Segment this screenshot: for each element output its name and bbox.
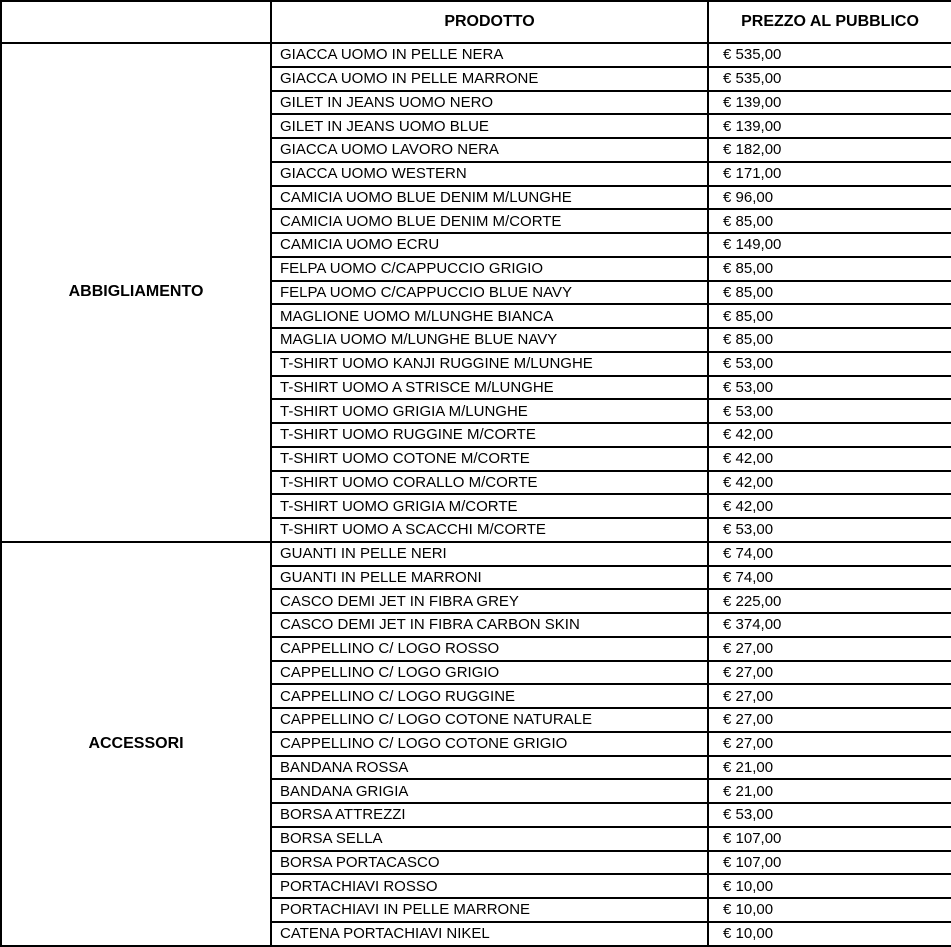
price-cell: € 85,00 bbox=[708, 257, 951, 281]
price-cell: € 42,00 bbox=[708, 471, 951, 495]
product-cell: GUANTI IN PELLE NERI bbox=[271, 542, 708, 566]
product-cell: PORTACHIAVI ROSSO bbox=[271, 874, 708, 898]
price-cell: € 42,00 bbox=[708, 423, 951, 447]
price-cell: € 27,00 bbox=[708, 684, 951, 708]
price-cell: € 53,00 bbox=[708, 518, 951, 542]
product-cell: CAMICIA UOMO BLUE DENIM M/LUNGHE bbox=[271, 186, 708, 210]
price-cell: € 53,00 bbox=[708, 803, 951, 827]
product-cell: GIACCA UOMO WESTERN bbox=[271, 162, 708, 186]
price-cell: € 182,00 bbox=[708, 138, 951, 162]
product-cell: BORSA ATTREZZI bbox=[271, 803, 708, 827]
product-cell: CATENA PORTACHIAVI NIKEL bbox=[271, 922, 708, 946]
category-cell: ACCESSORI bbox=[1, 542, 271, 946]
price-cell: € 85,00 bbox=[708, 328, 951, 352]
product-cell: CAPPELLINO C/ LOGO GRIGIO bbox=[271, 661, 708, 685]
price-cell: € 21,00 bbox=[708, 779, 951, 803]
price-cell: € 374,00 bbox=[708, 613, 951, 637]
price-cell: € 149,00 bbox=[708, 233, 951, 257]
price-cell: € 74,00 bbox=[708, 542, 951, 566]
product-cell: BANDANA ROSSA bbox=[271, 756, 708, 780]
product-cell: FELPA UOMO C/CAPPUCCIO GRIGIO bbox=[271, 257, 708, 281]
product-cell: GILET IN JEANS UOMO NERO bbox=[271, 91, 708, 115]
price-column-header: PREZZO AL PUBBLICO bbox=[708, 1, 951, 43]
product-cell: GIACCA UOMO LAVORO NERA bbox=[271, 138, 708, 162]
category-cell: ABBIGLIAMENTO bbox=[1, 43, 271, 542]
price-cell: € 10,00 bbox=[708, 898, 951, 922]
product-cell: CAPPELLINO C/ LOGO ROSSO bbox=[271, 637, 708, 661]
price-cell: € 535,00 bbox=[708, 67, 951, 91]
price-cell: € 139,00 bbox=[708, 114, 951, 138]
product-cell: BORSA SELLA bbox=[271, 827, 708, 851]
product-cell: CAPPELLINO C/ LOGO COTONE NATURALE bbox=[271, 708, 708, 732]
price-cell: € 27,00 bbox=[708, 637, 951, 661]
table-row bbox=[1, 43, 951, 67]
header-row bbox=[1, 1, 951, 43]
price-cell: € 27,00 bbox=[708, 732, 951, 756]
price-cell: € 107,00 bbox=[708, 851, 951, 875]
product-cell: CAPPELLINO C/ LOGO RUGGINE bbox=[271, 684, 708, 708]
product-cell: T-SHIRT UOMO GRIGIA M/CORTE bbox=[271, 494, 708, 518]
price-cell: € 96,00 bbox=[708, 186, 951, 210]
price-cell: € 21,00 bbox=[708, 756, 951, 780]
price-cell: € 107,00 bbox=[708, 827, 951, 851]
price-cell: € 74,00 bbox=[708, 566, 951, 590]
product-cell: BANDANA GRIGIA bbox=[271, 779, 708, 803]
product-cell: CASCO DEMI JET IN FIBRA CARBON SKIN bbox=[271, 613, 708, 637]
product-cell: CAPPELLINO C/ LOGO COTONE GRIGIO bbox=[271, 732, 708, 756]
price-cell: € 53,00 bbox=[708, 352, 951, 376]
product-cell: GIACCA UOMO IN PELLE MARRONE bbox=[271, 67, 708, 91]
price-cell: € 85,00 bbox=[708, 209, 951, 233]
product-cell: T-SHIRT UOMO GRIGIA M/LUNGHE bbox=[271, 399, 708, 423]
price-cell: € 42,00 bbox=[708, 494, 951, 518]
price-cell: € 85,00 bbox=[708, 281, 951, 305]
product-cell: CASCO DEMI JET IN FIBRA GREY bbox=[271, 589, 708, 613]
product-cell: MAGLIONE UOMO M/LUNGHE BIANCA bbox=[271, 304, 708, 328]
product-cell: T-SHIRT UOMO CORALLO M/CORTE bbox=[271, 471, 708, 495]
product-cell: GIACCA UOMO IN PELLE NERA bbox=[271, 43, 708, 67]
product-cell: FELPA UOMO C/CAPPUCCIO BLUE NAVY bbox=[271, 281, 708, 305]
product-column-header: PRODOTTO bbox=[271, 1, 708, 43]
price-cell: € 139,00 bbox=[708, 91, 951, 115]
product-cell: T-SHIRT UOMO KANJI RUGGINE M/LUNGHE bbox=[271, 352, 708, 376]
price-cell: € 171,00 bbox=[708, 162, 951, 186]
price-cell: € 53,00 bbox=[708, 376, 951, 400]
product-cell: T-SHIRT UOMO RUGGINE M/CORTE bbox=[271, 423, 708, 447]
product-cell: T-SHIRT UOMO A STRISCE M/LUNGHE bbox=[271, 376, 708, 400]
table-row bbox=[1, 542, 951, 566]
product-cell: CAMICIA UOMO BLUE DENIM M/CORTE bbox=[271, 209, 708, 233]
price-cell: € 53,00 bbox=[708, 399, 951, 423]
product-cell: T-SHIRT UOMO A SCACCHI M/CORTE bbox=[271, 518, 708, 542]
price-cell: € 10,00 bbox=[708, 922, 951, 946]
price-cell: € 42,00 bbox=[708, 447, 951, 471]
price-cell: € 535,00 bbox=[708, 43, 951, 67]
price-cell: € 85,00 bbox=[708, 304, 951, 328]
product-cell: GUANTI IN PELLE MARRONI bbox=[271, 566, 708, 590]
product-cell: CAMICIA UOMO ECRU bbox=[271, 233, 708, 257]
price-cell: € 10,00 bbox=[708, 874, 951, 898]
product-cell: T-SHIRT UOMO COTONE M/CORTE bbox=[271, 447, 708, 471]
price-cell: € 27,00 bbox=[708, 661, 951, 685]
product-cell: BORSA PORTACASCO bbox=[271, 851, 708, 875]
table-header bbox=[1, 1, 951, 43]
product-cell: GILET IN JEANS UOMO BLUE bbox=[271, 114, 708, 138]
table-body bbox=[1, 43, 951, 946]
price-cell: € 225,00 bbox=[708, 589, 951, 613]
product-cell: PORTACHIAVI IN PELLE MARRONE bbox=[271, 898, 708, 922]
price-cell: € 27,00 bbox=[708, 708, 951, 732]
category-column-header bbox=[1, 1, 271, 43]
product-cell: MAGLIA UOMO M/LUNGHE BLUE NAVY bbox=[271, 328, 708, 352]
